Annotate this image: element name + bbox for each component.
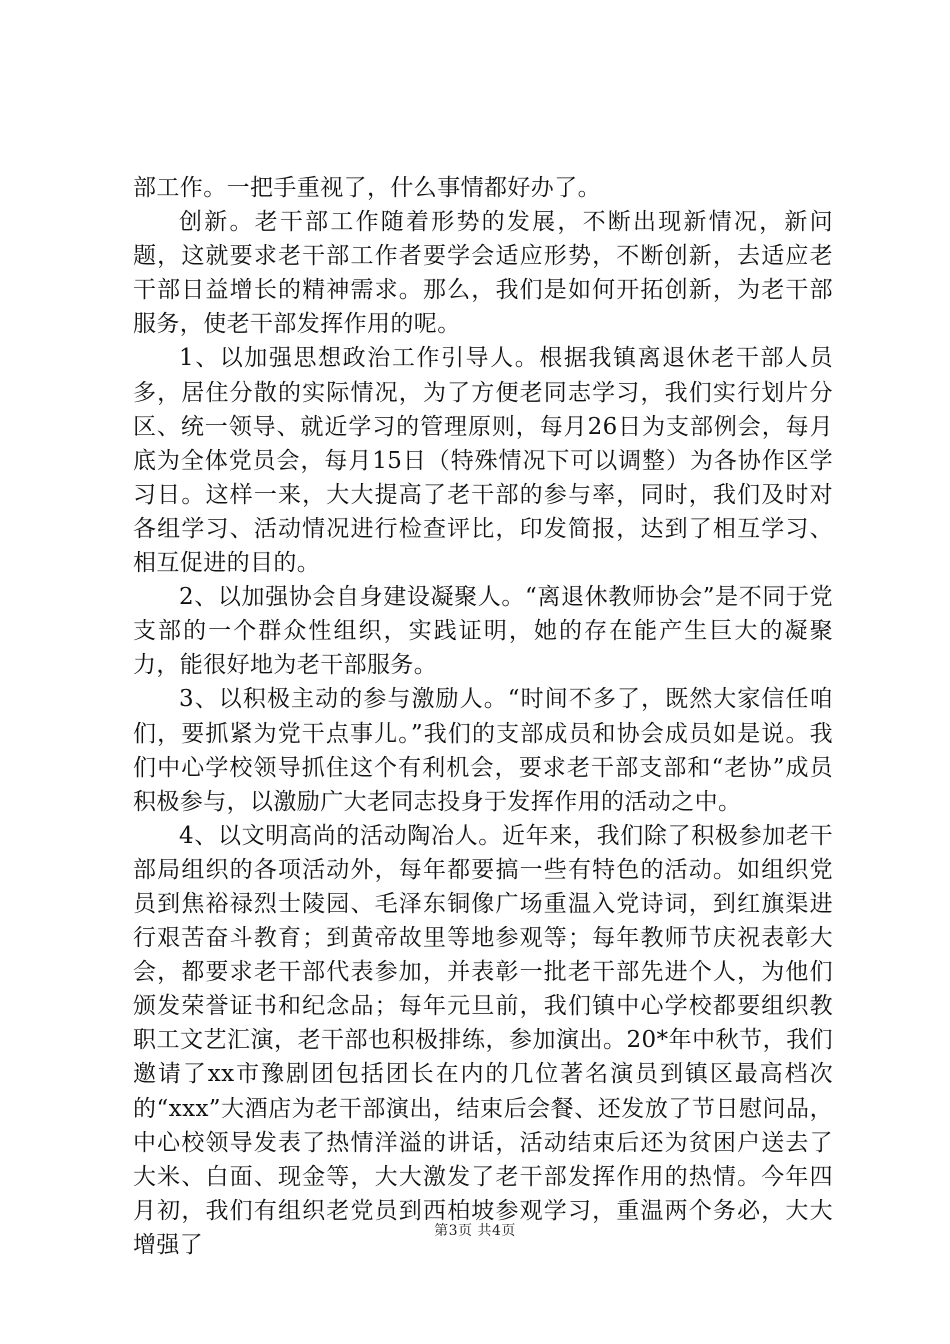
paragraph-item-1: 1、以加强思想政治工作引导人。根据我镇离退休老干部人员多，居住分散的实际情况，为了方便老同志学习，我们实行划片分区、统一领导、就近学习的管理原则，每月26日为支部例会，每月底为全体党员会，每月15日（特殊情况下可以调整）为各协作区学习日。这样一来，大大提高了老干部的参与率，同时，我们及时对各组学习、活动情况进行检查评比，印发简报，达到了相互学习、相互促进的目的。 [133,345,833,577]
paragraph-item-2: 2、以加强协会自身建设凝聚人。“离退休教师协会”是不同于党支部的一个群众性组织，实践证明，她的存在能产生巨大的凝聚力，能很好地为老干部服务。 [133,584,833,679]
page-footer: 第3页 共4页 [434,1223,516,1239]
paragraph-item-4: 4、以文明高尚的活动陶冶人。近年来，我们除了积极参加老干部局组织的各项活动外，每年都要搞一些有特色的活动。如组织党员到焦裕禄烈士陵园、毛泽东铜像广场重温入党诗词，到红旗渠进行艰苦奋斗教育；到黄帝故里等地参观等；每年教师节庆祝表彰大会，都要求老干部代表参加，并表彰一批老干部先进个人，为他们颁发荣誉证书和纪念品；每年元旦前，我们镇中心学校都要组织教职工文艺汇演，老干部也积极排练，参加演出。20*年中秋节，我们邀请了xx市豫剧团包括团长在内的几位著名演员到镇区最高档次的“xxx”大酒店为老干部演出，结束后会餐、还发放了节日慰问品，中心校领导发表了热情洋溢的讲话，活动结束后还为贫困户送去了大米、白面、现金等，大大激发了老干部发挥作用的热情。今年四月初，我们有组织老党员到西柏坡参观学习，重温两个务必，大大增强了 [133,822,833,1258]
paragraph-innovation: 创新。老干部工作随着形势的发展，不断出现新情况，新问题，这就要求老干部工作者要学会适应形势，不断创新，去适应老干部日益增长的精神需求。那么，我们是如何开拓创新，为老干部服务，使老干部发挥作用的呢。 [133,209,833,338]
paragraph-item-3: 3、以积极主动的参与激励人。“时间不多了，既然大家信任咱们，要抓紧为党干点事儿。”我们的支部成员和协会成员如是说。我们中心学校领导抓住这个有利机会，要求老干部支部和“老协”成员积极参与，以激励广大老同志投身于发挥作用的活动之中。 [133,686,833,815]
paragraph-continuation: 部工作。一把手重视了，什么事情都好办了。 [133,175,601,201]
document-body [133,171,833,1262]
